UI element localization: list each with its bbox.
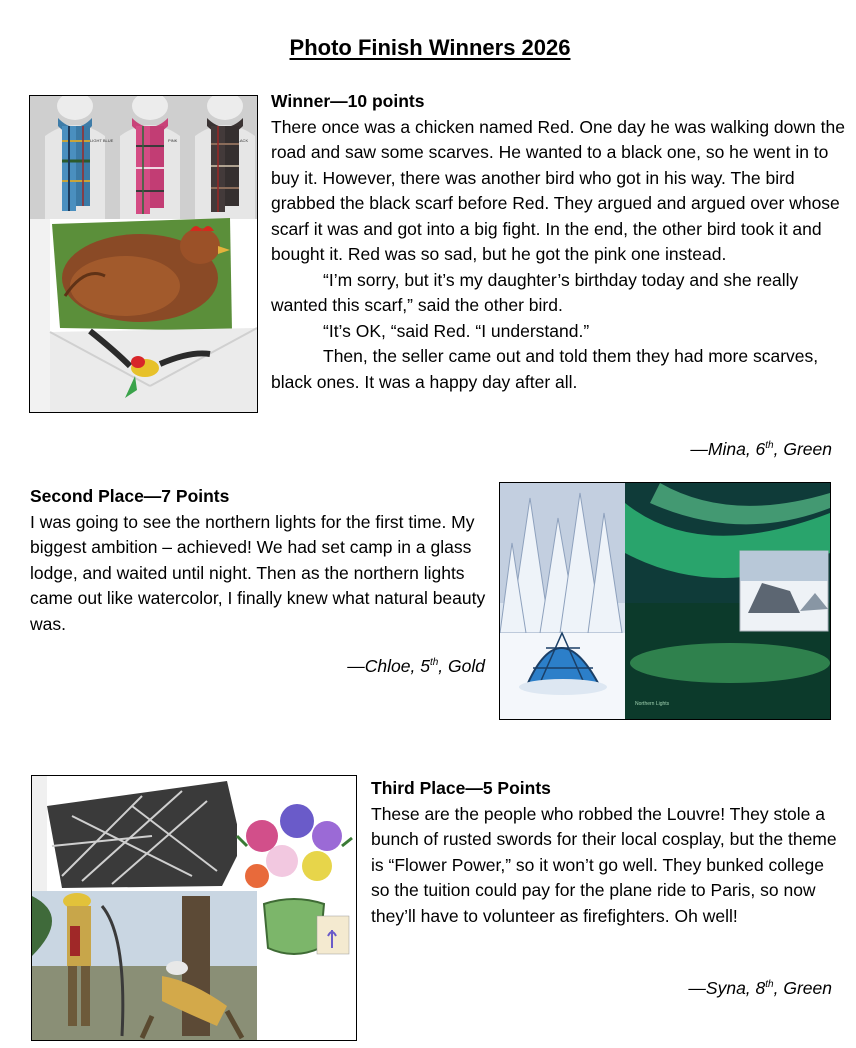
winner-paragraph: There once was a chicken named Red. One day he was walking down the road and saw some scarves. He wanted to a black one, so he went in to buy it. However, there was another bird who got in his way. The bird grabbed the black scarf before Red. They argued and argued over whose scarf it was and got into a big fight. In the end, the other bird took it and bought it. Red was so sad, but he got the pink one instead. [271,116,845,264]
second-place-paragraph: I was going to see the northern lights for the first time. My biggest ambition – achieved! We had set camp in a glass lodge, and waited until night. Then as the northern lights came out like watercolor, I finally knew what natural beauty was. [30,511,486,634]
page-title: Photo Finish Winners 2026 [289,35,571,60]
winner-collage-image [29,95,258,413]
second-place-heading: Second Place—7 Points [30,486,230,506]
author-name: —Syna, 8 [688,978,766,998]
scarf-label-pink: PINK [168,138,178,143]
author-team: , Green [773,439,832,459]
second-place-section [30,484,490,637]
second-place-author [347,656,485,677]
winner-paragraph: “I’m sorry, but it’s my daughter’s birthday today and she really wanted this scarf,” said the other bird. [271,269,799,315]
third-place-section [371,776,841,929]
winner-author [690,439,832,460]
aurora-caption: Northern Lights [635,701,670,707]
winner-paragraph: Then, the seller came out and told them they had more scarves, black ones. It was a happy day after all. [271,346,819,392]
author-ordinal: th [765,979,774,991]
winner-section [271,89,846,395]
author-name: —Mina, 6 [690,439,766,459]
second-place-collage-image [499,482,831,720]
scarf-label-light-blue: LIGHT BLUE [90,138,114,143]
author-team: , Green [773,978,832,998]
third-place-collage-image [31,775,357,1041]
third-place-heading: Third Place—5 Points [371,778,551,798]
winner-heading: Winner—10 points [271,91,425,111]
third-place-author [688,978,832,999]
author-ordinal: th [429,657,439,669]
winner-paragraph: “It’s OK, “said Red. “I understand.” [323,320,590,341]
author-ordinal: th [765,440,774,452]
author-name: —Chloe, 5 [347,656,430,676]
author-team: , Gold [438,656,485,676]
third-place-paragraph: These are the people who robbed the Louvre! They stole a bunch of rusted swords for their local cosplay, but the theme is “Flower Power,” so it won’t go well. They bunked college so the tuition could pay for the plane ride to Paris, so now they’ll have to volunteer as firefighters. Oh well! [371,803,837,926]
scarf-label-black: BLACK [235,138,249,143]
